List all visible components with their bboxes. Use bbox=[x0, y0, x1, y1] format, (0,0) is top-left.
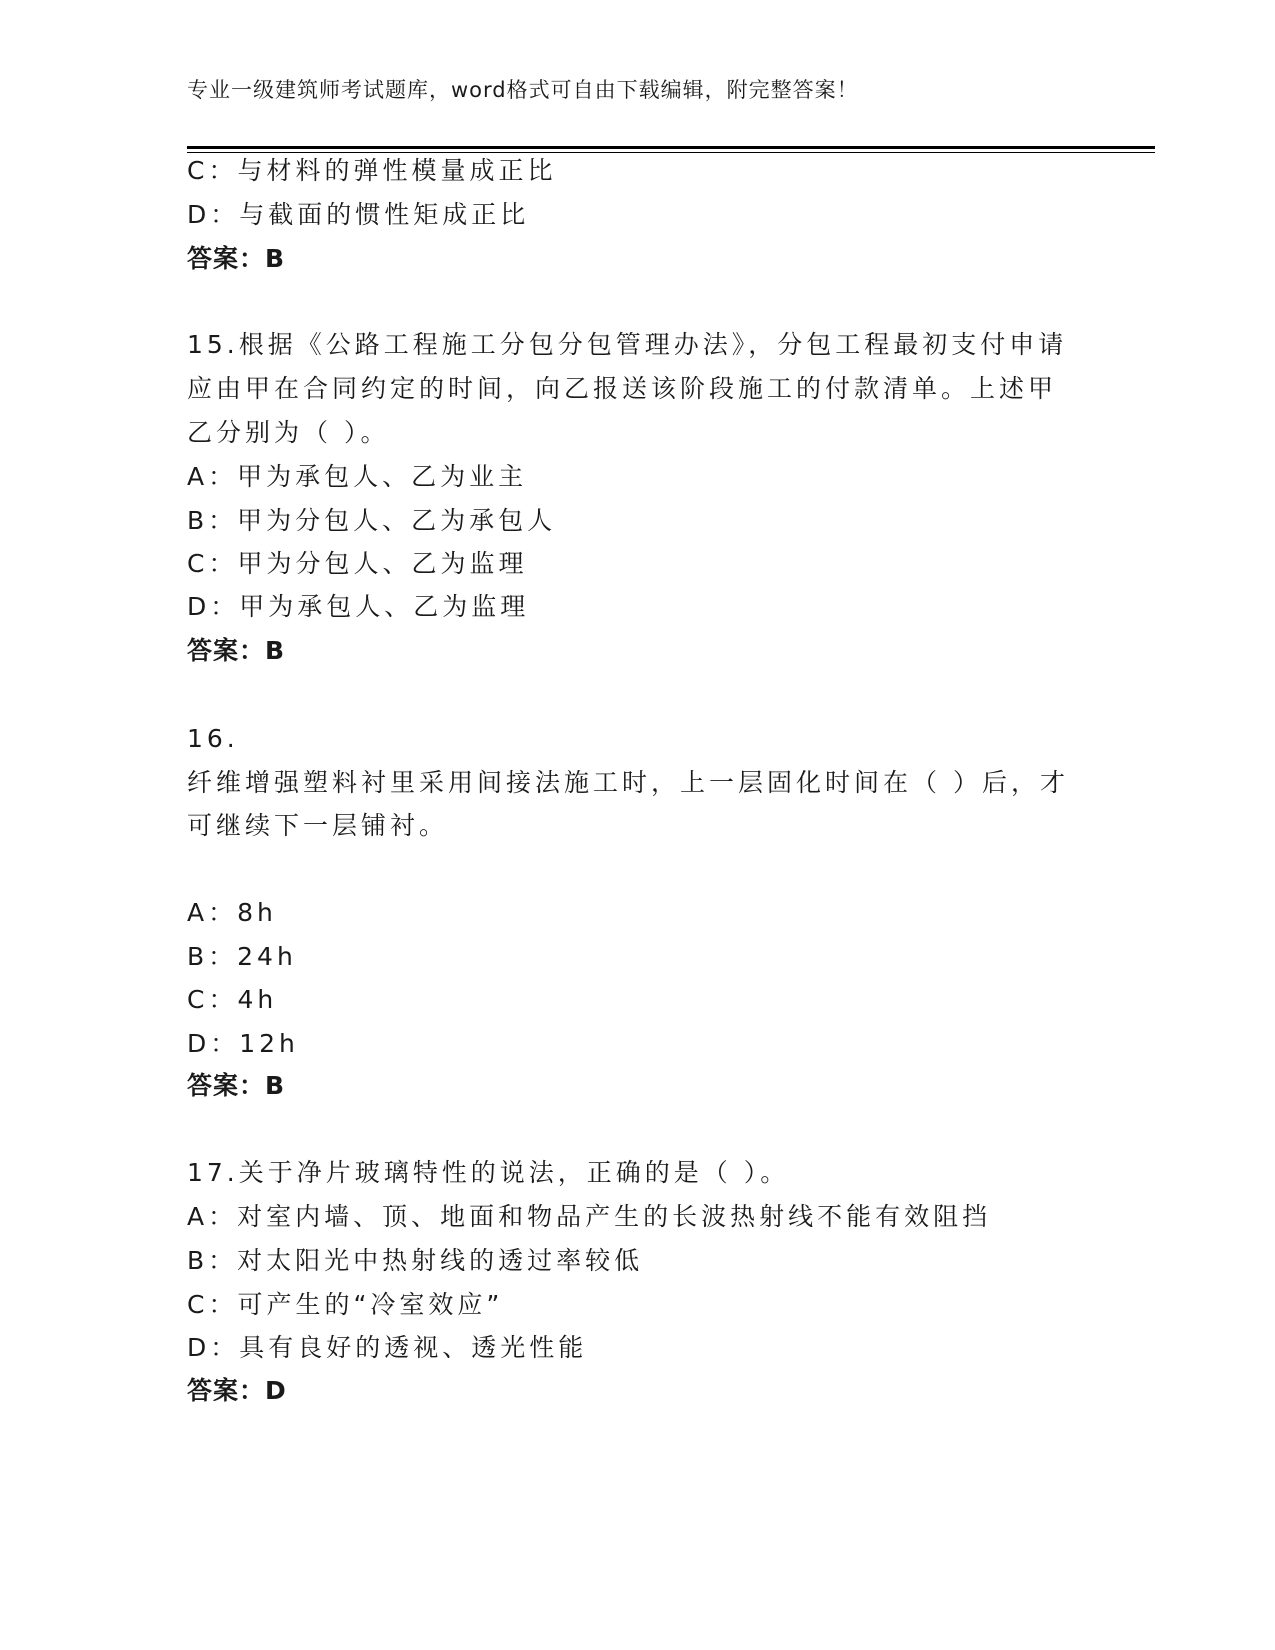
question-15-option-d: D：甲为承包人、乙为监理 bbox=[187, 592, 530, 621]
question-15-option-a: A：甲为承包人、乙为业主 bbox=[187, 462, 528, 491]
question-17-option-b: B：对太阳光中热射线的透过率较低 bbox=[187, 1246, 644, 1275]
question-16-option-a: A：8h bbox=[187, 898, 277, 927]
header-rule-thick bbox=[187, 146, 1155, 149]
question-15-answer: 答案：B bbox=[187, 636, 286, 665]
answer: 答案：B bbox=[187, 244, 286, 273]
page-header: 专业一级建筑师考试题库，word格式可自由下载编辑，附完整答案！ bbox=[187, 78, 859, 102]
question-17-option-c: C：可产生的“冷室效应” bbox=[187, 1290, 504, 1319]
question-16-option-b: B：24h bbox=[187, 942, 297, 971]
question-17-answer: 答案：D bbox=[187, 1376, 287, 1405]
question-16-line-1: 纤维增强塑料衬里采用间接法施工时，上一层固化时间在（ ）后，才 bbox=[187, 768, 1069, 797]
question-16-option-d: D：12h bbox=[187, 1029, 299, 1058]
option-c: C：与材料的弹性模量成正比 bbox=[187, 156, 557, 185]
question-15-line-1: 15.根据《公路工程施工分包分包管理办法》，分包工程最初支付申请 bbox=[187, 330, 1068, 359]
question-15-line-2: 应由甲在合同约定的时间，向乙报送该阶段施工的付款清单。上述甲 bbox=[187, 374, 1058, 403]
question-16-line-2: 可继续下一层铺衬。 bbox=[187, 811, 449, 840]
question-15-option-c: C：甲为分包人、乙为监理 bbox=[187, 549, 528, 578]
question-17-line-1: 17.关于净片玻璃特性的说法，正确的是（ ）。 bbox=[187, 1158, 790, 1187]
question-17-option-d: D：具有良好的透视、透光性能 bbox=[187, 1333, 588, 1362]
question-15-option-b: B：甲为分包人、乙为承包人 bbox=[187, 506, 557, 535]
question-16-number: 16. bbox=[187, 724, 239, 753]
question-15-line-3: 乙分别为（ ）。 bbox=[187, 418, 390, 447]
header-rule-thin bbox=[187, 152, 1155, 153]
question-16-answer: 答案：B bbox=[187, 1071, 286, 1100]
question-17-option-a: A：对室内墙、顶、地面和物品产生的长波热射线不能有效阻挡 bbox=[187, 1202, 992, 1231]
question-16-option-c: C：4h bbox=[187, 985, 278, 1014]
option-d: D：与截面的惯性矩成正比 bbox=[187, 200, 530, 229]
